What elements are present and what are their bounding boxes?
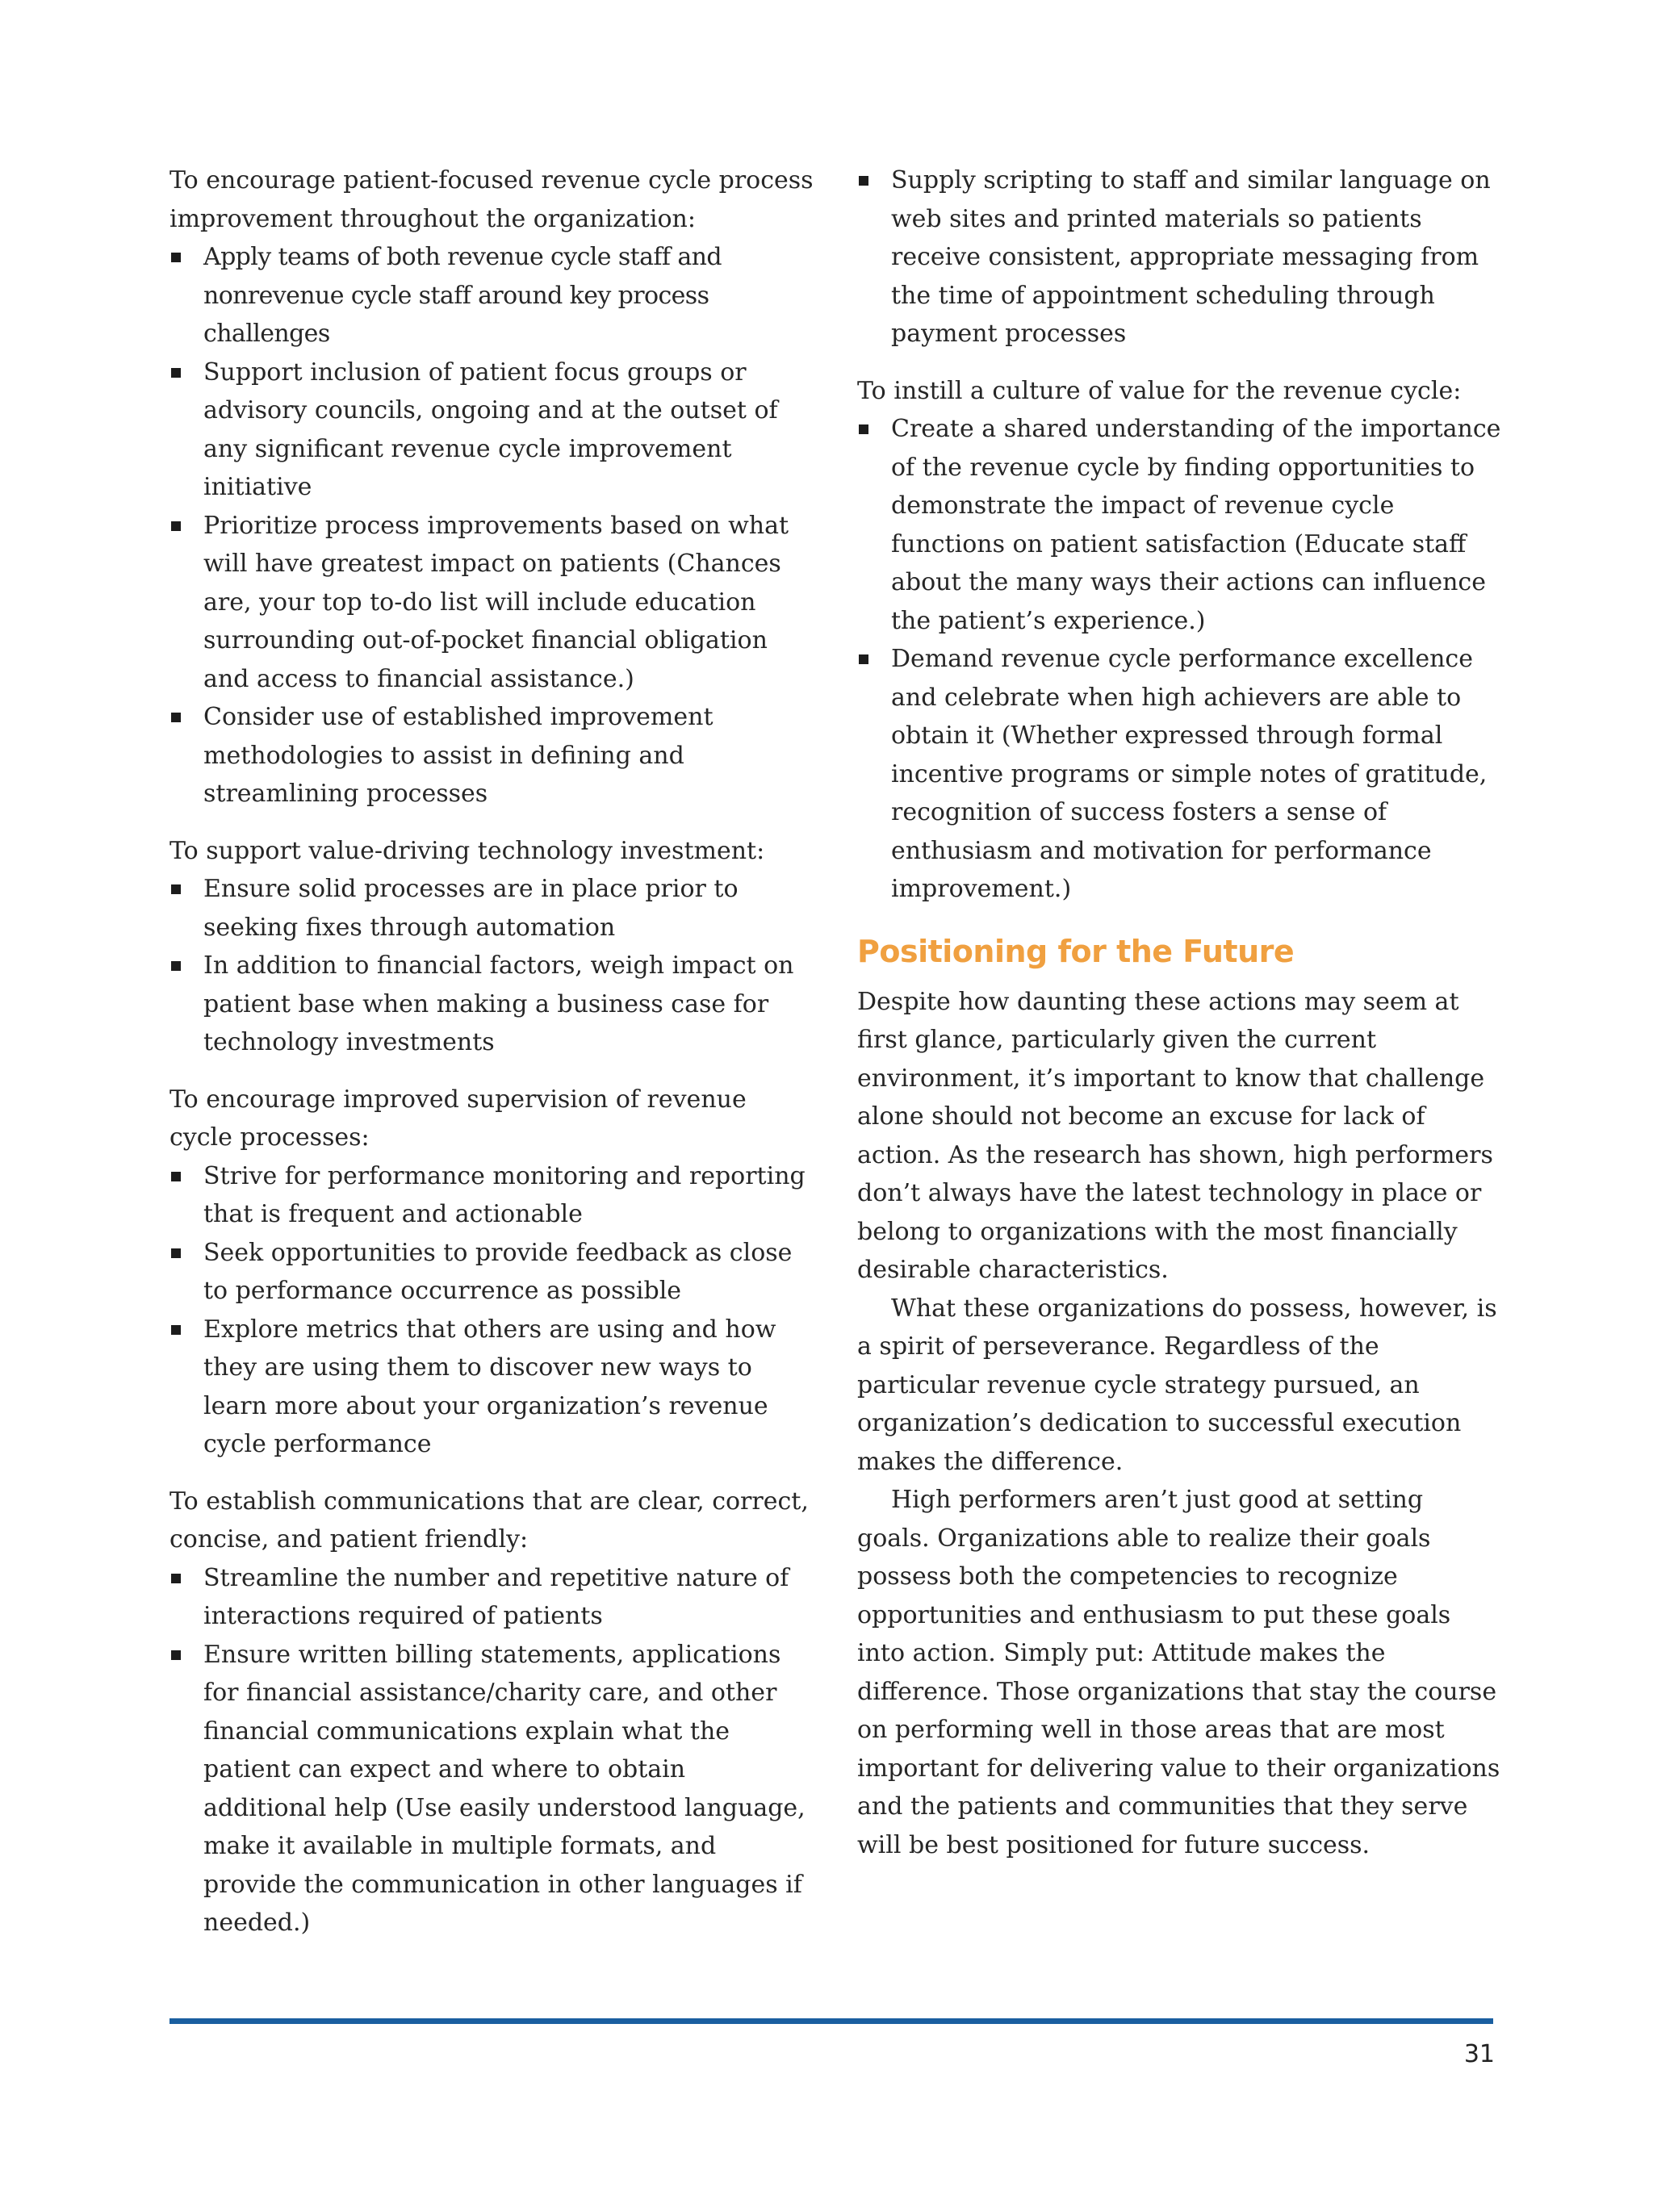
bullet-item	[169, 870, 815, 947]
bullet-text: Demand revenue cycle performance excellence and celebrate when high achievers are able to obtain it (Whether expressed through formal incentive programs or simple notes of gratitude, recognition of success fosters a sense of enthusiasm and motivation for performance improvement.)	[891, 645, 1488, 903]
body-paragraph: What these organizations do possess, however, is a spirit of perseverance. Regardless of the particular revenue cycle strategy pursued, an organization’s dedication to successful execution makes the difference.	[857, 1294, 1497, 1476]
bullet-text: Explore metrics that others are using and how they are using them to discover new ways to learn more about your organization’s revenue cycle performance	[203, 1315, 776, 1458]
section-intro: To encourage improved supervision of revenue cycle processes:	[169, 1085, 747, 1152]
bullet-text: Streamline the number and repetitive nature of interactions required of patients	[203, 1563, 789, 1630]
left-column	[169, 161, 815, 1961]
square-bullet-icon	[171, 253, 181, 262]
section-intro: To encourage patient-focused revenue cycle process improvement throughout the organization:	[169, 166, 814, 233]
square-bullet-icon	[859, 176, 868, 186]
bullet-list	[169, 238, 815, 813]
bullet-item	[857, 640, 1503, 909]
bullet-item	[169, 1559, 815, 1636]
footer-rule	[169, 2018, 1493, 2024]
right-column	[857, 161, 1503, 1864]
square-bullet-icon	[171, 1325, 181, 1335]
section-intro: To establish communications that are clear, correct, concise, and patient friendly:	[169, 1487, 809, 1553]
bullet-item	[169, 353, 815, 507]
bullet-text: Consider use of established improvement methodologies to assist in defining and streamlining processes	[203, 703, 714, 808]
bullet-item	[169, 238, 815, 353]
bullet-item	[169, 947, 815, 1062]
bullet-item	[169, 507, 815, 699]
bullet-list	[169, 1559, 815, 1942]
bullet-item	[169, 1234, 815, 1311]
square-bullet-icon	[171, 961, 181, 971]
section-heading: Positioning for the Future	[857, 933, 1295, 969]
section-intro: To instill a culture of value for the revenue cycle:	[857, 376, 1462, 405]
bullet-text: Prioritize process improvements based on what will have greatest impact on patients (Chances are, your top to-do list will include education surrounding out-of-pocket financial obligation and access to financial assistance.)	[203, 511, 789, 693]
bullet-list	[169, 870, 815, 1062]
page-number: 31	[1463, 2040, 1495, 2068]
bullet-item	[857, 410, 1503, 640]
square-bullet-icon	[171, 1574, 181, 1583]
square-bullet-icon	[171, 1248, 181, 1258]
section-intro: To support value-driving technology investment:	[169, 836, 765, 865]
square-bullet-icon	[171, 884, 181, 894]
square-bullet-icon	[171, 1172, 181, 1181]
bullet-item	[169, 1157, 815, 1234]
bullet-item	[857, 161, 1503, 353]
square-bullet-icon	[171, 521, 181, 531]
square-bullet-icon	[171, 713, 181, 722]
bullet-text: Seek opportunities to provide feedback as close to performance occurrence as possible	[203, 1238, 793, 1305]
square-bullet-icon	[859, 424, 868, 434]
bullet-text: Ensure solid processes are in place prior to seeking fixes through automation	[203, 875, 739, 942]
square-bullet-icon	[171, 1650, 181, 1660]
bullet-text: Supply scripting to staff and similar language on web sites and printed materials so patients receive consistent, appropriate messaging from the time of appointment scheduling through payment processes	[891, 166, 1491, 348]
bullet-list	[857, 161, 1503, 353]
bullet-text: Support inclusion of patient focus groups or advisory councils, ongoing and at the outset of any significant revenue cycle improvement initiative	[203, 358, 778, 501]
bullet-item	[169, 698, 815, 813]
bullet-text: Apply teams of both revenue cycle staff and nonrevenue cycle staff around key process challenges	[203, 243, 722, 348]
square-bullet-icon	[859, 654, 868, 664]
bullet-list	[857, 410, 1503, 909]
bullet-text: In addition to financial factors, weigh impact on patient base when making a business case for technology investments	[203, 951, 794, 1056]
bullet-item	[169, 1636, 815, 1942]
bullet-list	[169, 1157, 815, 1464]
body-paragraph: High performers aren’t just good at setting goals. Organizations able to realize their goals possess both the competencies to recognize opportunities and enthusiasm to put these goals into action. Simply put: Attitude makes the difference. Those organizations that stay the course on performing well in those areas that are most important for delivering value to their organizations and the patients and communities that they serve will be best positioned for future success.	[857, 1486, 1500, 1859]
square-bullet-icon	[171, 368, 181, 378]
bullet-text: Strive for performance monitoring and reporting that is frequent and actionable	[203, 1161, 806, 1228]
body-paragraph: Despite how daunting these actions may seem at first glance, particularly given the current environment, it’s important to know that challenge alone should not become an excuse for lack of action. As the research has shown, high performers don’t always have the latest technology in place or belong to organizations with the most financially desirable characteristics.	[857, 987, 1493, 1284]
bullet-text: Ensure written billing statements, applications for financial assistance/charity care, and other financial communications explain what the patient can expect and where to obtain additional help (Use easily understood language, make it available in multiple formats, and provide the communication in other languages if needed.)	[203, 1640, 806, 1937]
bullet-item	[169, 1311, 815, 1464]
bullet-text: Create a shared understanding of the importance of the revenue cycle by finding opportunities to demonstrate the impact of revenue cycle functions on patient satisfaction (Educate staff about the many ways their actions can influence the patient’s experience.)	[891, 415, 1501, 635]
